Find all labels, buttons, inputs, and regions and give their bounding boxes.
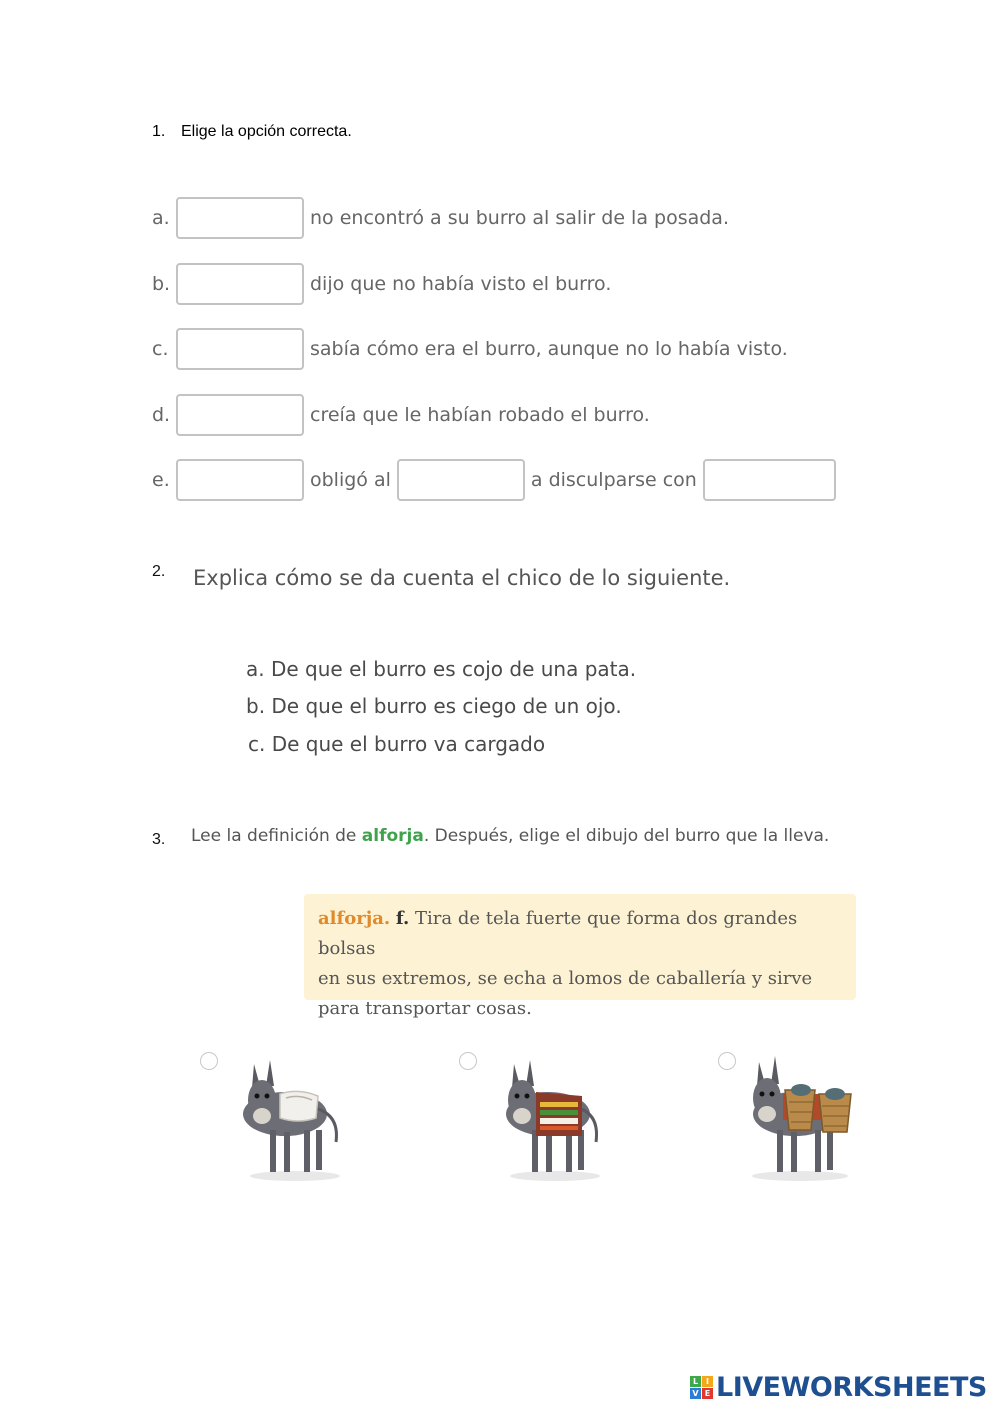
q2-item-a: a. De que el burro es cojo de una pata. <box>246 657 637 681</box>
question-3-number: 3. <box>152 831 166 848</box>
row-letter: e. <box>152 469 170 491</box>
q1-row-e <box>152 457 842 503</box>
question-1-number: 1. <box>152 123 166 140</box>
row-text: no encontró a su burro al salir de la posada. <box>310 207 729 229</box>
question-3-title <box>191 826 829 846</box>
answer-blank-d[interactable] <box>176 394 304 436</box>
logo-squares-icon <box>690 1376 713 1399</box>
q2-item-b: b. De que el burro es ciego de un ojo. <box>246 694 622 718</box>
q3-title-after: . Después, elige el dibujo del burro que la lleva. <box>423 826 830 846</box>
donkey-with-striped-blanket-icon <box>500 1052 610 1187</box>
q1-row-c <box>152 326 794 372</box>
liveworksheets-logo <box>690 1372 987 1403</box>
row-text: creía que le habían robado el burro. <box>310 404 650 426</box>
question-1-text: Elige la opción correcta. <box>181 123 352 140</box>
logo-letter: E <box>702 1388 713 1399</box>
option-2-radio[interactable] <box>459 1052 477 1070</box>
row-letter: b. <box>152 273 171 295</box>
answer-blank-a[interactable] <box>176 197 304 239</box>
row-letter: a. <box>152 207 170 229</box>
definition-term: alforja. <box>318 908 391 929</box>
question-2-number: 2. <box>152 563 166 580</box>
logo-letter: L <box>690 1376 701 1387</box>
option-3-radio[interactable] <box>718 1052 736 1070</box>
answer-blank-e2[interactable] <box>397 459 525 501</box>
definition-line-2: en sus extremos, se echa a lomos de caballería y sirve <box>318 968 813 989</box>
logo-text: LIVEWORKSHEETS <box>716 1372 987 1403</box>
row-letter: d. <box>152 404 171 426</box>
q2-item-c: c. De que el burro va cargado <box>248 732 546 756</box>
q1-row-a <box>152 195 735 241</box>
logo-letter: V <box>690 1388 701 1399</box>
row-letter: c. <box>152 338 169 360</box>
answer-blank-e1[interactable] <box>176 459 304 501</box>
q3-title-term: alforja <box>361 826 424 846</box>
question-1-title <box>152 123 352 141</box>
answer-blank-e3[interactable] <box>703 459 836 501</box>
definition-box <box>304 894 856 1019</box>
question-2-title: Explica cómo se da cuenta el chico de lo siguiente. <box>193 566 731 590</box>
option-1-radio[interactable] <box>200 1052 218 1070</box>
definition-line-3: para transportar cosas. <box>318 998 532 1019</box>
q3-title-before: Lee la definición de <box>191 826 362 846</box>
donkey-with-saddle-pad-icon <box>240 1052 350 1187</box>
row-text: a disculparse con <box>530 469 697 491</box>
answer-blank-b[interactable] <box>176 263 304 305</box>
row-text: obligó al <box>310 469 391 491</box>
row-text: dijo que no había visto el burro. <box>310 273 612 295</box>
q1-row-b <box>152 261 617 307</box>
logo-letter: I <box>702 1376 713 1387</box>
row-text: sabía cómo era el burro, aunque no lo había visto. <box>310 338 788 360</box>
definition-abbr: f. <box>395 908 410 929</box>
q1-row-d <box>152 392 656 438</box>
definition-line-1: Tira de tela fuerte que forma dos grandes bolsas <box>318 908 798 959</box>
donkey-with-baskets-icon <box>745 1050 855 1185</box>
answer-blank-c[interactable] <box>176 328 304 370</box>
